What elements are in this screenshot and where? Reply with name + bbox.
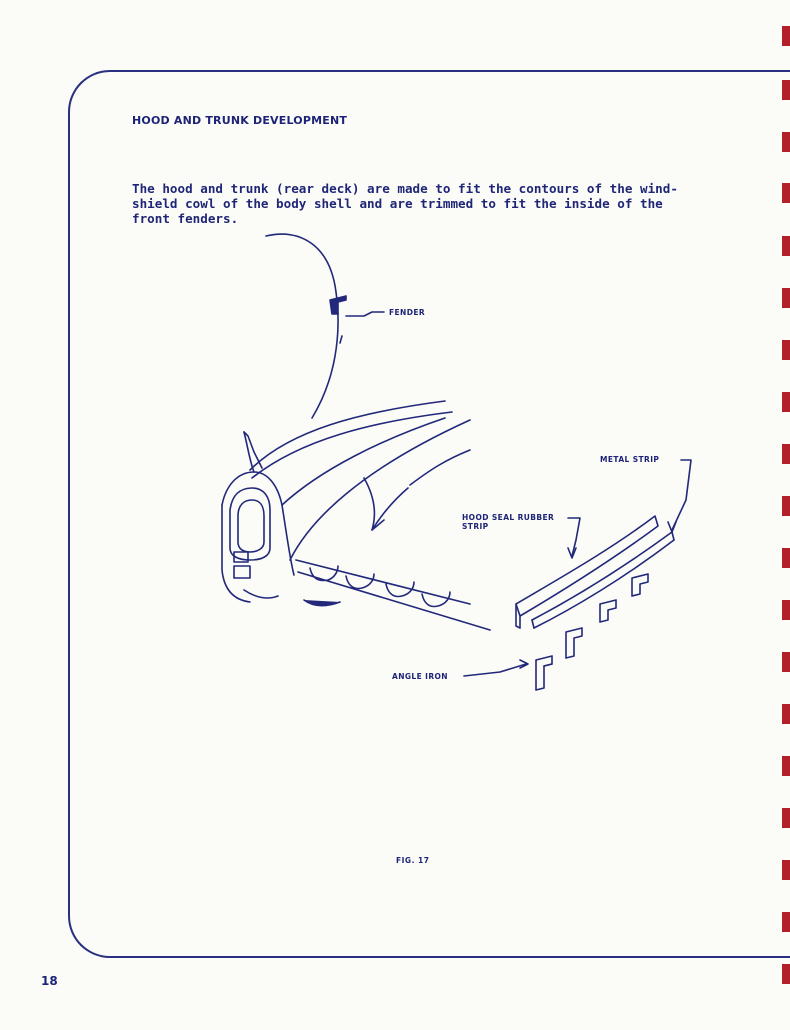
- fender-leader: [346, 312, 384, 316]
- binding-tab: [782, 340, 790, 360]
- intro-paragraph: The hood and trunk (rear deck) are made to fit the contours of the wind- shield cowl of the body shell and are trimmed to fit the inside of the front fenders.: [132, 181, 678, 226]
- fender-profile: [266, 234, 338, 418]
- binding-tab: [782, 183, 790, 203]
- hood-seal-leader: [568, 518, 580, 556]
- binding-tab: [782, 80, 790, 100]
- binding-tab: [782, 756, 790, 776]
- binding-tab: [782, 444, 790, 464]
- binding-tab: [782, 600, 790, 620]
- binding-tab: [782, 912, 790, 932]
- binding-tab: [782, 704, 790, 724]
- binding-tab: [782, 392, 790, 412]
- binding-tab: [782, 26, 790, 46]
- binding-tab: [782, 236, 790, 256]
- metal-strip-leader: [672, 460, 691, 530]
- binding-tab: [782, 964, 790, 984]
- metal-strip-label: METAL STRIP: [600, 455, 660, 464]
- angle-iron-pieces: [536, 574, 648, 690]
- binding-tab: [782, 860, 790, 880]
- angle-iron-leader: [464, 664, 526, 676]
- binding-tab: [782, 808, 790, 828]
- fender-label: FENDER: [389, 308, 426, 317]
- binding-tab: [782, 132, 790, 152]
- angle-iron-label: ANGLE IRON: [392, 672, 448, 681]
- binding-tab: [782, 288, 790, 308]
- page-number: 18: [41, 974, 58, 988]
- binding-tab: [782, 496, 790, 516]
- binding-tab: [782, 652, 790, 672]
- figure-caption: FIG. 17: [396, 856, 430, 865]
- binding-tab: [782, 548, 790, 568]
- hood-seal-label: HOOD SEAL RUBBER STRIP: [462, 513, 555, 531]
- section-heading: HOOD AND TRUNK DEVELOPMENT: [132, 114, 348, 127]
